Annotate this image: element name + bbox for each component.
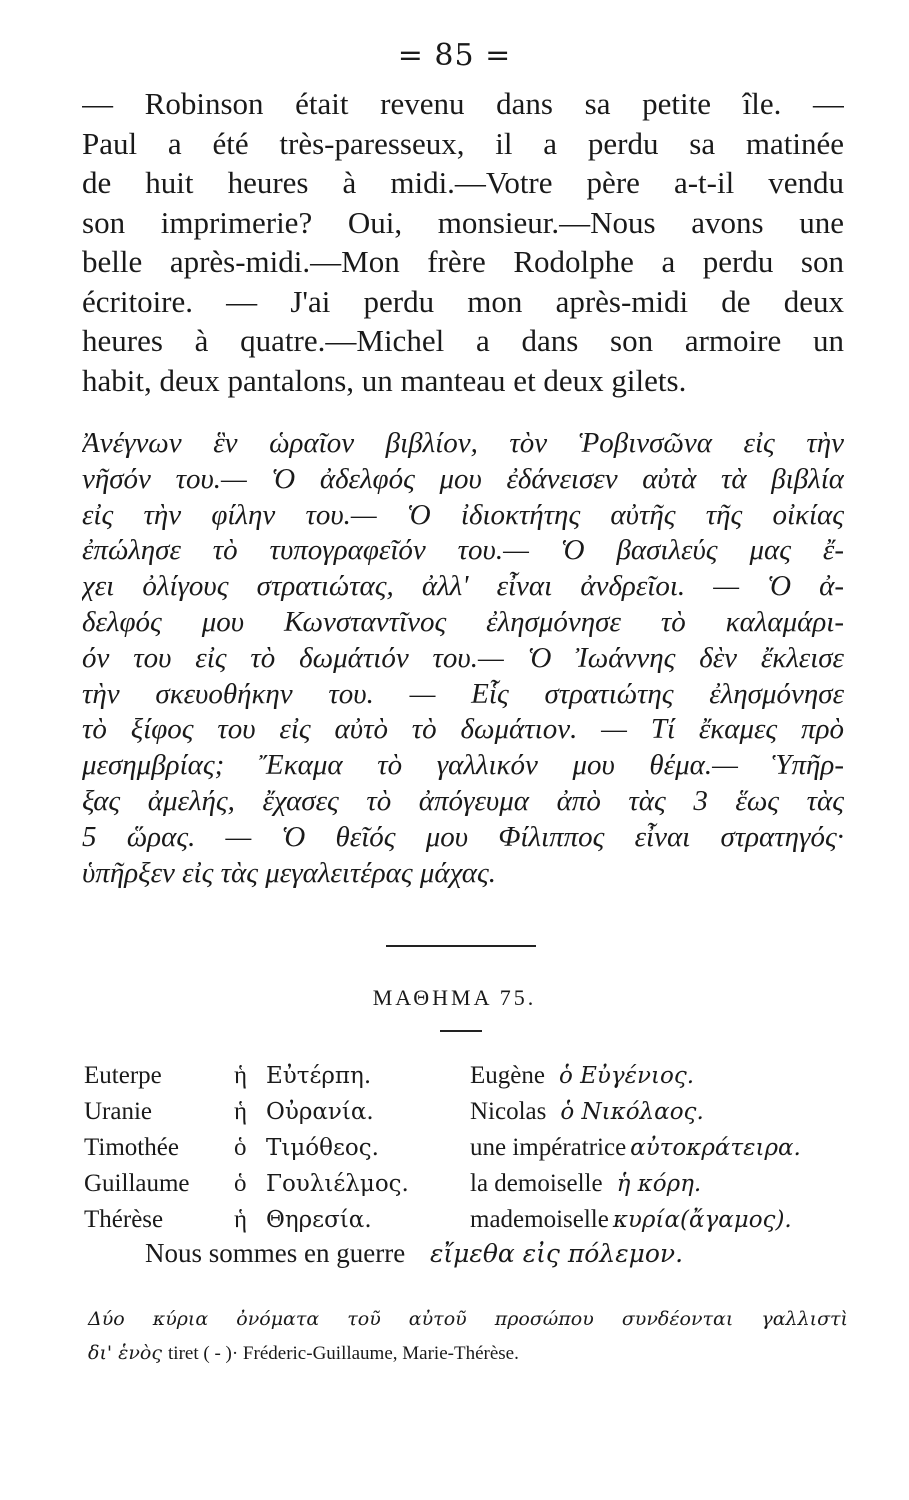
- text-line: — Robinson était revenu dans sa petite île. —: [82, 86, 844, 121]
- vocab-french: Guillaume: [84, 1170, 190, 1197]
- text-line: τὴν σκευοθήκην του. — Εἷς στρατιώτης ἐλησμόνησε: [82, 677, 844, 710]
- text-line: τὸ ξίφος του εἰς αὐτὸ τὸ δωμάτιον. — Τί ἔκαμες πρὸ: [82, 713, 844, 746]
- text-line: Ἀνέγνων ἓν ὡραῖον βιβλίον, τὸν Ῥοβινσῶνα εἰς τὴν: [82, 427, 844, 459]
- text-line: χει ὀλίγους στρατιώτας, ἀλλ' εἶναι ἀνδρεῖοι. — Ὁ ἀ-: [82, 570, 844, 603]
- text-line: όν του εἰς τὸ δωμάτιόν του.— Ὁ Ἰωάννης δὲν ἔκλεισε: [82, 641, 844, 674]
- text-line: ὑπῆρξεν εἰς τὰς μεγαλειτέρας μάχας.: [82, 856, 497, 889]
- text-line: habit, deux pantalons, un manteau et deux gilets.: [82, 362, 687, 398]
- vocab-row: [470, 1130, 850, 1166]
- note-french: tiret ( - )· Fréderic-Guillaume, Marie-Thérèse.: [168, 1343, 519, 1364]
- vocab-row: [470, 1166, 850, 1202]
- text-line: de huit heures à midi.—Votre père a-t-il vendu: [82, 165, 844, 200]
- note-greek: δι' ἑνὸς: [88, 1342, 162, 1364]
- example-sentence: [145, 1238, 785, 1269]
- page-number: = 85 =: [397, 38, 512, 73]
- vocab-row: [470, 1058, 850, 1094]
- vocab-french: la demoiselle: [470, 1170, 603, 1197]
- vocab-greek: ἡ κόρη.: [616, 1171, 702, 1197]
- vocab-row: [470, 1202, 850, 1238]
- lesson-title: ΜΑΘΗΜΑ 75.: [372, 985, 537, 1010]
- vocab-article: ἡ: [234, 1206, 248, 1233]
- text-line: εἰς τὴν φίλην του.— Ὁ ἰδιοκτήτης αὐτῆς τῆς οἰκίας: [82, 498, 844, 531]
- vocab-greek: Εὐτέρπη.: [266, 1063, 372, 1089]
- text-line: son imprimerie? Oui, monsieur.—Nous avons une: [82, 204, 844, 240]
- vocab-french: Eugène: [470, 1062, 545, 1089]
- vocab-french: une impératrice: [470, 1134, 627, 1161]
- vocab-french: Timothée: [84, 1134, 179, 1161]
- vocab-greek: Οὐρανία.: [266, 1099, 374, 1125]
- vocab-greek: Τιμόθεος.: [266, 1135, 379, 1161]
- text-line: Paul a été très-paresseux, il a perdu sa matinée: [82, 125, 844, 161]
- vocab-article: ὁ: [234, 1134, 247, 1161]
- sentence-french: Nous sommes en guerre: [145, 1238, 406, 1268]
- text-line: heures à quatre.—Michel a dans son armoire un: [82, 323, 844, 358]
- vocab-french: mademoiselle: [470, 1206, 609, 1233]
- note-line: [88, 1336, 848, 1371]
- vocab-row: [470, 1094, 850, 1130]
- title-divider: [440, 1030, 482, 1032]
- note-line: Δύο κύρια ὀνόματα τοῦ αὐτοῦ προσώπου συνδέονται γαλλιστὶ: [88, 1308, 848, 1330]
- vocab-greek: ὁ Εὐγένιος.: [558, 1063, 695, 1089]
- french-exercise-paragraph: [82, 84, 844, 400]
- vocab-article: ἡ: [234, 1062, 248, 1089]
- grammar-note: [88, 1302, 848, 1371]
- text-line: δελφός μου Κωνσταντῖνος ἐλησμόνησε τὸ καλαμάρι-: [82, 605, 844, 638]
- vocab-greek: Θηρεσία.: [266, 1207, 372, 1233]
- greek-exercise-paragraph: [82, 426, 844, 891]
- text-line: 5 ὥρας. — Ὁ θεῖός μου Φίλιππος εἶναι στρατηγός·: [82, 820, 844, 853]
- vocab-greek: κυρία(ἄγαμος).: [612, 1207, 792, 1233]
- vocab-french: Uranie: [84, 1098, 153, 1125]
- vocab-row: [84, 1166, 424, 1202]
- vocab-article: ἡ: [234, 1098, 248, 1125]
- section-divider: [386, 945, 536, 947]
- vocab-french: Thérèse: [84, 1206, 164, 1233]
- text-line: écritoire. — J'ai perdu mon après-midi de deux: [82, 283, 844, 319]
- vocabulary-left-column: [84, 1058, 424, 1238]
- vocab-row: [84, 1130, 424, 1166]
- text-line: μεσημβρίας; Ἔκαμα τὸ γαλλικόν μου θέμα.— Ὑπῆρ-: [82, 749, 844, 782]
- text-line: νῆσόν του.— Ὁ ἀδελφός μου ἐδάνεισεν αὐτὰ τὰ βιβλία: [82, 462, 844, 495]
- vocab-greek: ὁ Νικόλαος.: [560, 1099, 704, 1125]
- vocab-french: Nicolas: [470, 1098, 547, 1125]
- vocab-greek: αὐτοκράτειρα.: [630, 1135, 801, 1161]
- vocab-greek: Γουλιέλμος.: [266, 1171, 409, 1197]
- vocab-row: [84, 1058, 424, 1094]
- vocab-french: Euterpe: [84, 1062, 162, 1089]
- vocab-row: [84, 1202, 424, 1238]
- vocab-article: ὁ: [234, 1170, 247, 1197]
- text-line: belle après-midi.—Mon frère Rodolphe a perdu son: [82, 244, 844, 279]
- sentence-greek: εἴμεθα εἰς πόλεμον.: [429, 1239, 684, 1268]
- vocab-row: [84, 1094, 424, 1130]
- vocabulary-right-column: [470, 1058, 850, 1238]
- text-line: ἐπώλησε τὸ τυπογραφεῖόν του.— Ὁ βασιλεύς μας ἔ-: [82, 534, 844, 567]
- text-line: ξας ἀμελής, ἔχασες τὸ ἀπόγευμα ἀπὸ τὰς 3 ἕως τὰς: [82, 784, 844, 817]
